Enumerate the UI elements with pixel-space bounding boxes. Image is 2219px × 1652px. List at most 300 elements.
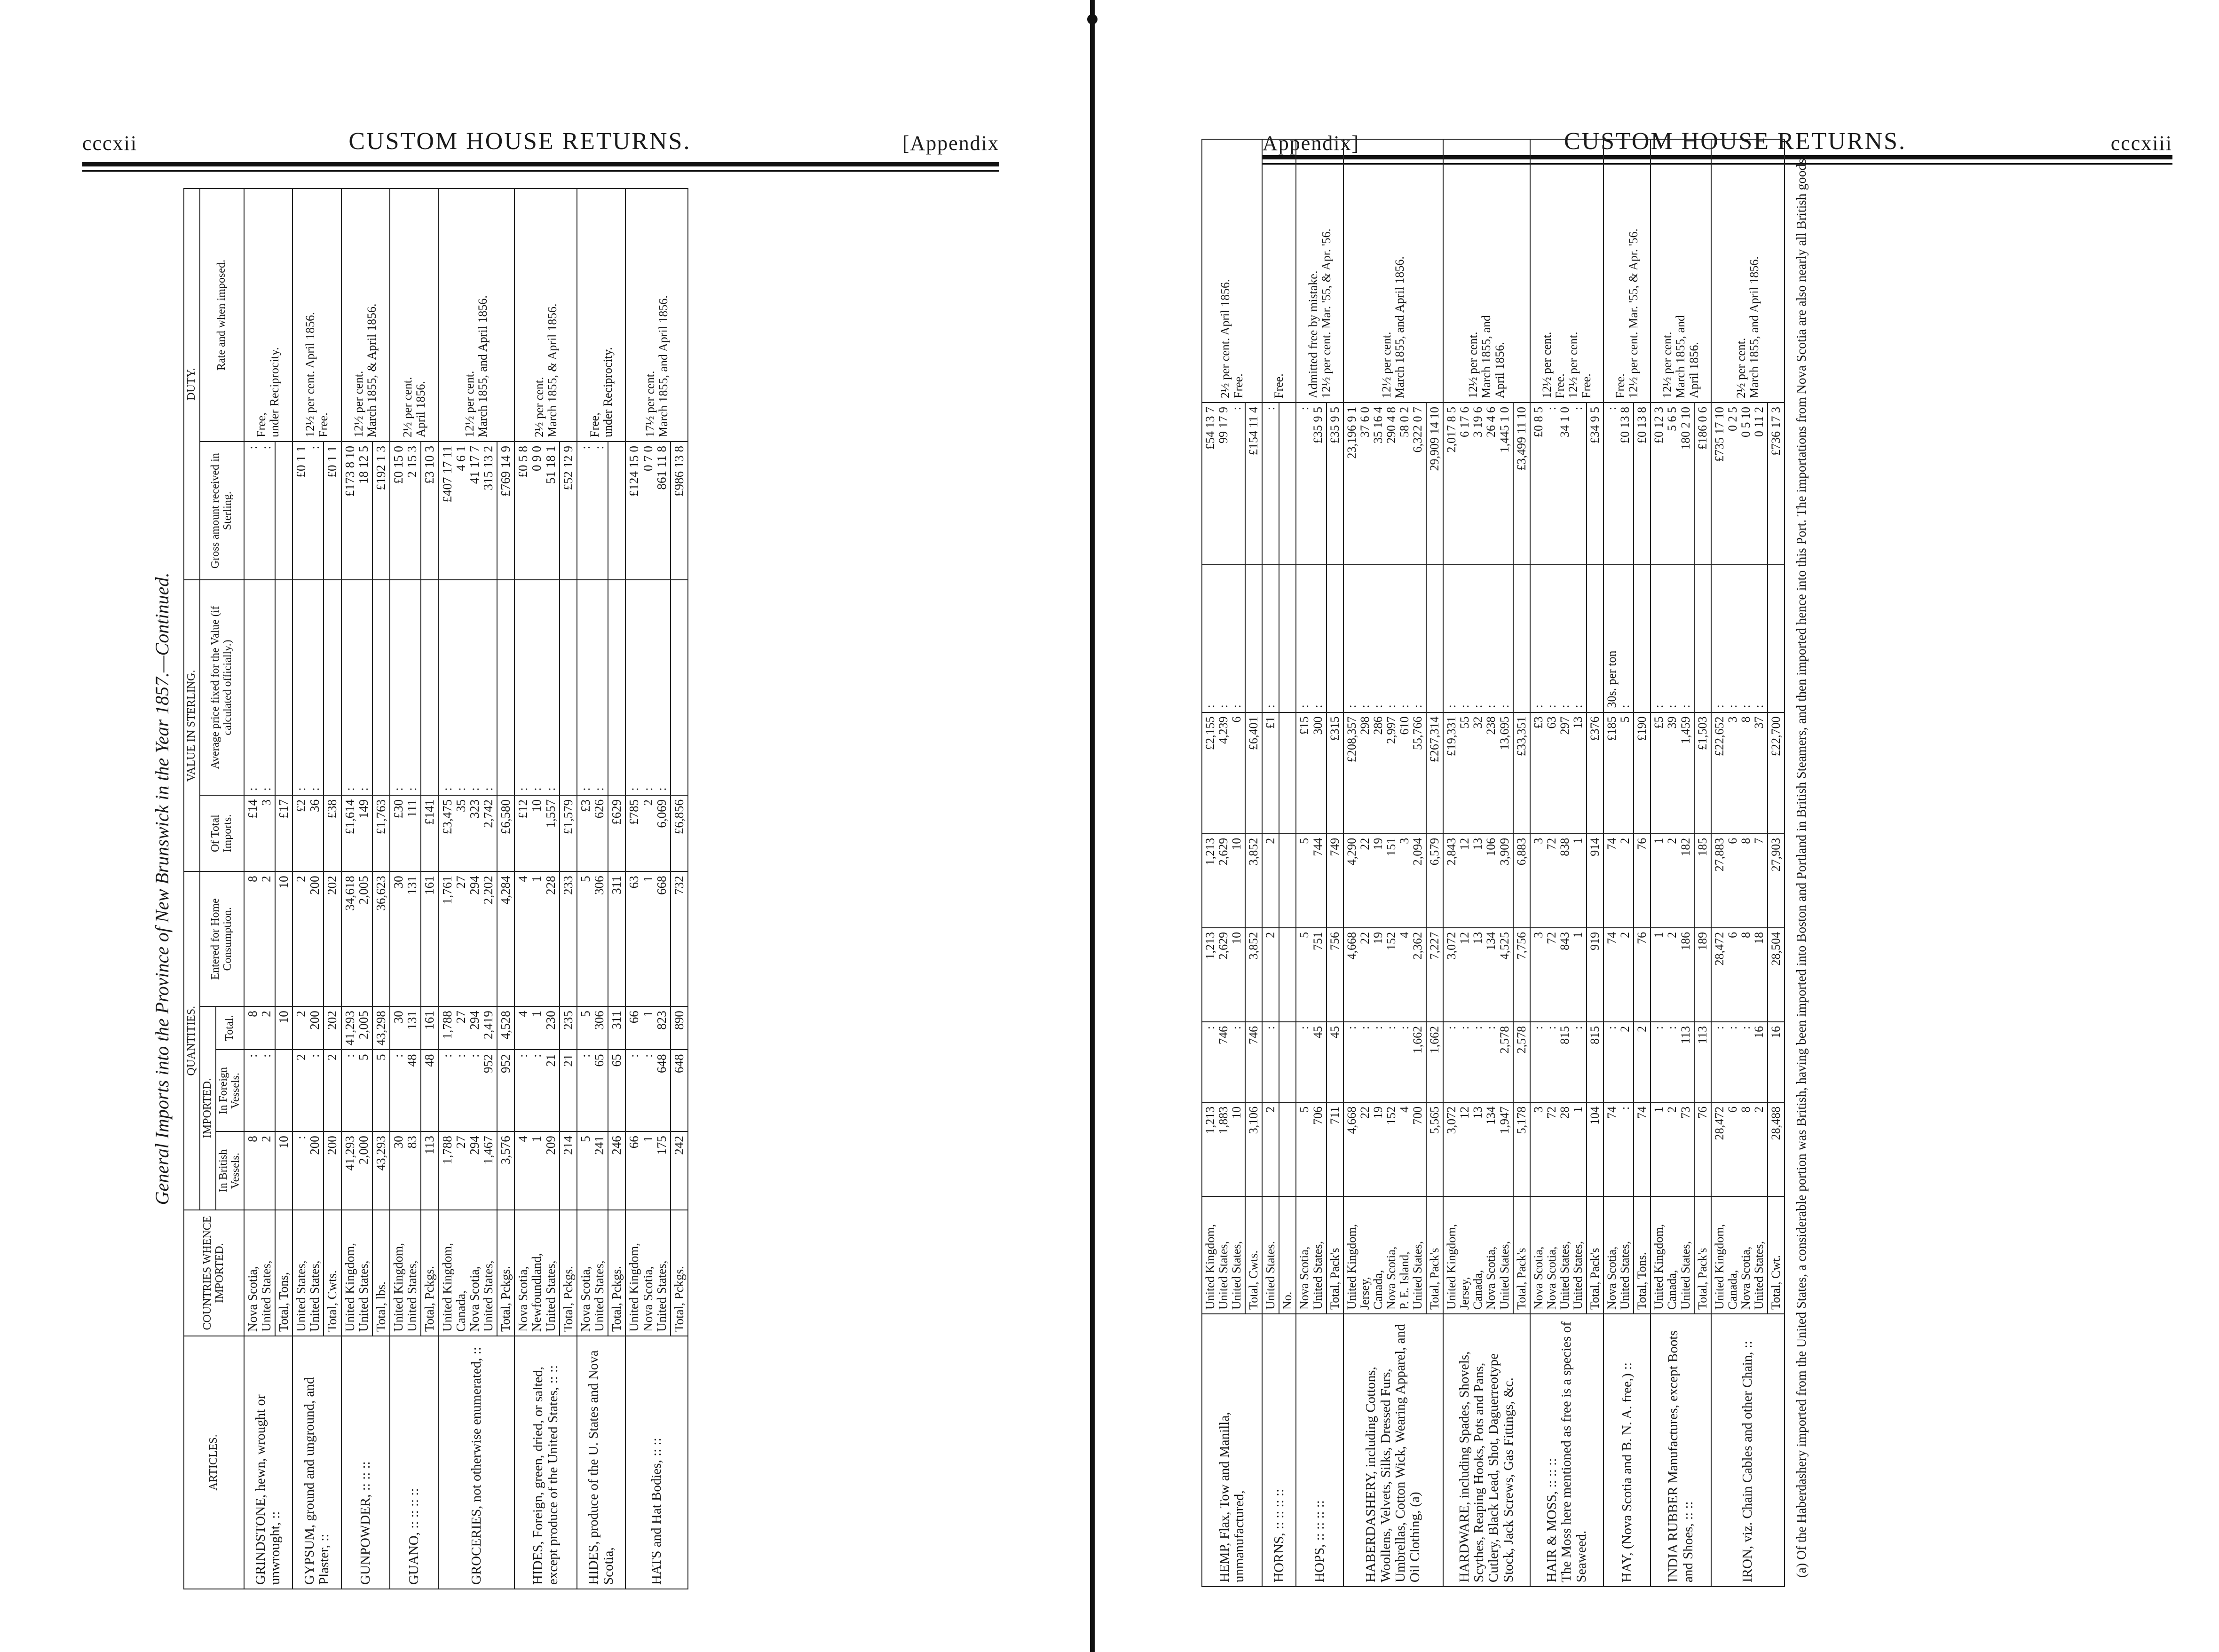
article-cell: HAIR & MOSS, :: :: :: The Moss here mentioned as free is a species of Seaweed.	[1530, 1314, 1603, 1587]
entered-cell: 2 200	[292, 871, 324, 1006]
total-british-cell: 246	[608, 1131, 625, 1210]
total-average-cell	[1426, 565, 1443, 712]
value-cell: £185 5	[1603, 712, 1634, 834]
gross-duty-cell: : :	[244, 442, 275, 580]
table-row	[1262, 139, 1279, 1587]
foreign-vessels-cell: : 48	[390, 1050, 421, 1131]
table-row	[1711, 139, 1768, 1587]
total-foreign-cell	[1279, 1022, 1296, 1102]
british-vessels-cell: 1 2 73	[1650, 1102, 1694, 1196]
foreign-vessels-cell: : : : : 2,578	[1443, 1022, 1513, 1102]
imports-table-continued	[1201, 139, 1785, 1587]
entered-cell: 27,883 6 8 7	[1711, 834, 1768, 928]
total-label-cell: Total, Pckgs.	[560, 1210, 577, 1336]
binding-mark	[1087, 14, 1098, 24]
table-row	[341, 189, 372, 1589]
total-label-cell: Total, Pckgs.	[671, 1210, 688, 1336]
article-cell: GROCERIES, not otherwise enumerated, ::	[439, 1336, 515, 1589]
british-vessels-cell: 5 706	[1296, 1102, 1326, 1196]
table-row	[1603, 139, 1634, 1587]
total-value-cell: £1,503	[1694, 712, 1711, 834]
total-entered-cell: 3,852	[1245, 834, 1262, 928]
gross-duty-cell: £0 8 5 : 34 1 0 :	[1530, 403, 1587, 565]
total-foreign-cell: 815	[1587, 1022, 1603, 1102]
value-cell: £785 2 6,069	[625, 795, 670, 872]
col-imported: IMPORTED.	[200, 1006, 216, 1210]
total-gross-cell: £154 11 4	[1245, 403, 1262, 565]
value-cell: £5 39 1,459	[1650, 712, 1694, 834]
total-entered-cell	[1279, 834, 1296, 928]
article-cell: HEMP, Flax, Tow and Manilla, unmanufactured,	[1202, 1314, 1262, 1587]
total-foreign-cell: 5	[372, 1050, 390, 1131]
total-british-cell: 113	[421, 1131, 438, 1210]
foreign-vessels-cell: : 746 :	[1202, 1022, 1245, 1102]
total-average-cell	[275, 580, 292, 795]
countries-cell: Nova Scotia, United States,	[577, 1210, 608, 1336]
total-average-cell	[1245, 565, 1262, 712]
gross-duty-cell: £124 15 0 0 7 0 861 11 8	[625, 442, 670, 580]
total-average-cell	[560, 580, 577, 795]
total-british-cell: 3,576	[497, 1131, 514, 1210]
total-entered-cell: 36,623	[372, 871, 390, 1006]
total-value-cell: £38	[324, 795, 341, 872]
gross-duty-cell: £407 17 11 4 6 1 41 17 7 315 13 2	[439, 442, 497, 580]
total-british-cell: 242	[671, 1131, 688, 1210]
british-vessels-cell: 41,293 2,000	[341, 1131, 372, 1210]
value-cell: £3 63 297 13	[1530, 712, 1587, 834]
countries-cell: United Kingdom, Jersey, Canada, Nova Scotia, P. E. Island, United States,	[1343, 1196, 1426, 1314]
british-vessels-cell: 30 83	[390, 1131, 421, 1210]
gross-duty-cell: : :	[577, 442, 608, 580]
total-british-cell: 28,488	[1768, 1102, 1785, 1196]
total-average-cell	[1279, 565, 1296, 712]
entered-cell: 3 72 838 1	[1530, 834, 1587, 928]
value-cell: £3 626	[577, 795, 608, 872]
total-foreign-cell: 48	[421, 1050, 438, 1131]
entered-cell: 1,213 2,629 10	[1202, 834, 1245, 928]
col-of-total: Of Total Imports.	[200, 795, 244, 872]
value-cell: £14 3	[244, 795, 275, 872]
table-row	[1202, 139, 1245, 1587]
total-value-cell: £315	[1327, 712, 1343, 834]
table-row	[439, 189, 497, 1589]
total-entered-cell: 4,284	[497, 871, 514, 1006]
total-cell: 2 200	[292, 1006, 324, 1050]
total-total-cell: 756	[1327, 928, 1343, 1022]
average-price-cell: : : : :	[439, 580, 497, 795]
total-value-cell: £629	[608, 795, 625, 872]
total-average-cell	[1694, 565, 1711, 712]
value-cell: £3,475 35 323 2,742	[439, 795, 497, 872]
rate-cell: 17½ per cent. March 1855, and April 1856.	[625, 189, 688, 442]
total-label-cell: Total, Pack's	[1327, 1196, 1343, 1314]
total-cell: 30 131	[390, 1006, 421, 1050]
entered-cell: 4 1 228	[514, 871, 559, 1006]
entered-cell: 74 2	[1603, 834, 1634, 928]
foreign-vessels-cell: : : 648	[625, 1050, 670, 1131]
article-cell: GYPSUM, ground and unground, and Plaster, ::	[292, 1336, 341, 1589]
value-cell: £12 10 1,557	[514, 795, 559, 872]
total-cell: 74 2	[1603, 928, 1634, 1022]
total-label-cell: Total, Pack's	[1513, 1196, 1530, 1314]
total-entered-cell: 749	[1327, 834, 1343, 928]
total-value-cell	[1279, 712, 1296, 834]
rate-cell: Free, under Reciprocity.	[577, 189, 625, 442]
foreign-vessels-cell: : : : 16	[1711, 1022, 1768, 1102]
rate-cell: 12½ per cent. March 1855, and April 1856.	[1650, 139, 1711, 403]
article-cell: IRON, viz. Chain Cables and other Chain, ::	[1711, 1314, 1785, 1587]
total-entered-cell: 202	[324, 871, 341, 1006]
total-entered-cell: 6,883	[1513, 834, 1530, 928]
value-cell: £1,614 149	[341, 795, 372, 872]
average-price-cell: : :	[341, 580, 372, 795]
british-vessels-cell: 5 241	[577, 1131, 608, 1210]
total-gross-cell: £736 17 3	[1768, 403, 1785, 565]
total-gross-cell: £769 14 9	[497, 442, 514, 580]
average-price-cell: : :	[244, 580, 275, 795]
total-entered-cell: 311	[608, 871, 625, 1006]
imports-table	[183, 188, 688, 1589]
average-price-cell: : : :	[1650, 565, 1694, 712]
total-label-cell: Total, Pack's	[1587, 1196, 1603, 1314]
entered-cell: 5 744	[1296, 834, 1326, 928]
foreign-vessels-cell: : 2	[1603, 1022, 1634, 1102]
article-cell: GUNPOWDER, :: :: ::	[341, 1336, 390, 1589]
article-cell: INDIA RUBBER Manufactures, except Boots and Shoes, :: ::	[1650, 1314, 1711, 1587]
entered-cell: 1 2 182	[1650, 834, 1694, 928]
col-articles: ARTICLES.	[184, 1336, 244, 1589]
table-row	[1530, 139, 1587, 1587]
total-gross-cell: 29,909 14 10	[1426, 403, 1443, 565]
col-value-group: VALUE IN STERLING.	[184, 580, 200, 871]
total-entered-cell: 76	[1634, 834, 1650, 928]
total-gross-cell	[275, 442, 292, 580]
total-cell: 41,293 2,005	[341, 1006, 372, 1050]
total-label-cell: Total, Pack's	[1426, 1196, 1443, 1314]
article-cell: HIDES, produce of the U. States and Nova Scotia,	[577, 1336, 625, 1589]
total-average-cell	[372, 580, 390, 795]
total-british-cell: 74	[1634, 1102, 1650, 1196]
total-average-cell	[497, 580, 514, 795]
total-foreign-cell: 65	[608, 1050, 625, 1131]
total-total-cell: 919	[1587, 928, 1603, 1022]
total-foreign-cell: 2	[324, 1050, 341, 1131]
total-cell: 2	[1262, 928, 1279, 1022]
rotated-table-block-right	[1201, 139, 2076, 1587]
total-entered-cell: 185	[1694, 834, 1711, 928]
col-total: Total.	[216, 1006, 244, 1050]
total-total-cell: 4,528	[497, 1006, 514, 1050]
total-foreign-cell: 1,662	[1426, 1022, 1443, 1102]
appendix-label: [Appendix	[902, 132, 999, 155]
table-row	[1443, 139, 1513, 1587]
total-gross-cell: £0 1 1	[324, 442, 341, 580]
total-british-cell: 43,293	[372, 1131, 390, 1210]
total-cell: 1 2 186	[1650, 928, 1694, 1022]
average-price-cell: : : : :	[1711, 565, 1768, 712]
total-total-cell: 7,756	[1513, 928, 1530, 1022]
total-value-cell: £6,856	[671, 795, 688, 872]
total-value-cell: £1,763	[372, 795, 390, 872]
entered-cell: 30 131	[390, 871, 421, 1006]
foreign-vessels-cell: : : 113	[1650, 1022, 1694, 1102]
total-foreign-cell: 648	[671, 1050, 688, 1131]
british-vessels-cell: 74 :	[1603, 1102, 1634, 1196]
total-gross-cell: £186 0 6	[1694, 403, 1711, 565]
value-cell: £15 300	[1296, 712, 1326, 834]
col-countries: COUNTRIES WHENCE IMPORTED.	[184, 1210, 244, 1336]
total-foreign-cell: 21	[560, 1050, 577, 1131]
left-page	[0, 0, 1082, 1652]
british-vessels-cell: : 200	[292, 1131, 324, 1210]
page-title: CUSTOM HOUSE RETURNS.	[1564, 128, 1906, 155]
total-cell: 1,213 2,629 10	[1202, 928, 1245, 1022]
rate-cell: 12½ per cent. March 1855, and April 1856.	[1343, 139, 1444, 403]
total-average-cell	[1587, 565, 1603, 712]
total-value-cell: £6,401	[1245, 712, 1262, 834]
total-cell: 4 1 230	[514, 1006, 559, 1050]
entered-cell: 2	[1262, 834, 1279, 928]
total-value-cell: £1,579	[560, 795, 577, 872]
page-title: CUSTOM HOUSE RETURNS.	[348, 128, 691, 155]
rate-cell: Free, under Reciprocity.	[244, 189, 292, 442]
col-average: Average price fixed for the Value (if calculated officially.)	[200, 580, 244, 795]
value-cell: £30 111	[390, 795, 421, 872]
table-row	[577, 189, 608, 1589]
total-cell: 66 1 823	[625, 1006, 670, 1050]
total-entered-cell: 6,579	[1426, 834, 1443, 928]
value-cell: £2,155 4,239 6	[1202, 712, 1245, 834]
entered-cell: 4,290 22 19 151 3 2,094	[1343, 834, 1426, 928]
countries-cell: United Kingdom, Jersey, Canada, Nova Scotia, United States,	[1443, 1196, 1513, 1314]
total-gross-cell: £35 9 5	[1327, 403, 1343, 565]
col-entered: Entered for Home Consumption.	[200, 871, 244, 1006]
total-gross-cell: £34 9 5	[1587, 403, 1603, 565]
total-total-cell: 189	[1694, 928, 1711, 1022]
total-label-cell: Total, Tons.	[1634, 1196, 1650, 1314]
total-label-cell: Total, Pack's	[1694, 1196, 1711, 1314]
countries-cell: United States, United States,	[292, 1210, 324, 1336]
gross-duty-cell: £0 12 3 5 6 5 180 2 10	[1650, 403, 1694, 565]
average-price-cell: : : :	[1202, 565, 1245, 712]
total-british-cell: 5,178	[1513, 1102, 1530, 1196]
total-gross-cell: £52 12 9	[560, 442, 577, 580]
gross-duty-cell: : £0 13 8	[1603, 403, 1634, 565]
total-total-cell: 28,504	[1768, 928, 1785, 1022]
foreign-vessels-cell: 2 :	[292, 1050, 324, 1131]
total-total-cell: 235	[560, 1006, 577, 1050]
total-total-cell: 76	[1634, 928, 1650, 1022]
total-foreign-cell: 2,578	[1513, 1022, 1530, 1102]
article-cell: HIDES, Foreign, green, dried, or salted, except produce of the United States, :: ::	[514, 1336, 577, 1589]
total-value-cell: £190	[1634, 712, 1650, 834]
total-value-cell: £376	[1587, 712, 1603, 834]
countries-cell: United Kingdom, Nova Scotia, United States,	[625, 1210, 670, 1336]
total-label-cell: Total, lbs.	[372, 1210, 390, 1336]
total-british-cell: 3,106	[1245, 1102, 1262, 1196]
entered-cell: 63 1 668	[625, 871, 670, 1006]
table-row	[514, 189, 559, 1589]
total-average-cell	[1327, 565, 1343, 712]
rate-cell: 12½ per cent. Free. 12½ per cent. Free.	[1530, 139, 1603, 403]
gross-duty-cell: 2,017 8 5 6 17 6 3 19 6 26 4 6 1,445 1 0	[1443, 403, 1513, 565]
rate-cell: Admitted free by mistake. 12½ per cent. Mar. '55, & Apr. '56.	[1296, 139, 1343, 403]
total-cell: 5 751	[1296, 928, 1326, 1022]
rate-cell: Free.	[1262, 139, 1296, 403]
table-caption: General Imports into the Province of New Brunswick in the Year 1857.—Continued.	[151, 572, 173, 1205]
total-foreign-cell: 952	[497, 1050, 514, 1131]
average-price-cell: : : : : :	[1443, 565, 1513, 712]
british-vessels-cell: 3,072 12 13 134 1,947	[1443, 1102, 1513, 1196]
col-duty-group: DUTY.	[184, 189, 200, 580]
table-row	[625, 189, 670, 1589]
value-cell: £19,331 55 32 238 13,695	[1443, 712, 1513, 834]
gross-duty-cell: 23,196 9 1 37 6 0 35 16 4 290 4 8 58 0 2 6,322 0 7	[1343, 403, 1426, 565]
header-rule	[82, 162, 999, 166]
countries-cell: United Kingdom, United States,	[390, 1210, 421, 1336]
value-cell: £2 36	[292, 795, 324, 872]
total-value-cell: £141	[421, 795, 438, 872]
total-foreign-cell	[275, 1050, 292, 1131]
value-cell: £22,652 3 8 37	[1711, 712, 1768, 834]
gross-duty-cell: : £35 9 5	[1296, 403, 1326, 565]
total-value-cell: £33,351	[1513, 712, 1530, 834]
total-label-cell: Total, Cwts.	[1245, 1196, 1262, 1314]
foreign-vessels-cell: : : 815 :	[1530, 1022, 1587, 1102]
total-gross-cell: £3 10 3	[421, 442, 438, 580]
total-total-cell: 7,227	[1426, 928, 1443, 1022]
total-british-cell: 104	[1587, 1102, 1603, 1196]
total-british-cell: 76	[1694, 1102, 1711, 1196]
british-vessels-cell: 8 2	[244, 1131, 275, 1210]
total-total-cell: 890	[671, 1006, 688, 1050]
entered-cell: 5 306	[577, 871, 608, 1006]
total-label-cell: Total, Pckgs.	[497, 1210, 514, 1336]
countries-cell: Nova Scotia, United States,	[1603, 1196, 1634, 1314]
rate-cell: 2½ per cent. April 1856. Free.	[1202, 139, 1262, 403]
average-price-cell: : :	[1296, 565, 1326, 712]
page-header	[82, 113, 999, 155]
gross-duty-cell: £0 15 0 2 15 3	[390, 442, 421, 580]
total-label-cell: Total, Pckgs.	[608, 1210, 625, 1336]
table-row	[1650, 139, 1694, 1587]
countries-cell: United States.	[1262, 1196, 1279, 1314]
total-label-cell: No.	[1279, 1196, 1296, 1314]
total-british-cell: 214	[560, 1131, 577, 1210]
col-rate: Rate and when imposed.	[200, 189, 244, 442]
article-cell: HOPS, :: :: :: ::	[1296, 1314, 1343, 1587]
countries-cell: Nova Scotia, United States,	[1296, 1196, 1326, 1314]
total-average-cell	[1513, 565, 1530, 712]
average-price-cell: : : : : : :	[1343, 565, 1426, 712]
total-gross-cell: £192 1 3	[372, 442, 390, 580]
total-gross-cell	[1279, 403, 1296, 565]
rate-cell: 12½ per cent. April 1856. Free.	[292, 189, 341, 442]
average-price-cell: : :	[292, 580, 324, 795]
col-gross: Gross amount received in Sterling.	[200, 442, 244, 580]
gross-duty-cell: £173 8 10 18 12 5	[341, 442, 372, 580]
article-cell: HORNS, :: :: :: ::	[1262, 1314, 1296, 1587]
foreign-vessels-cell: : 65	[577, 1050, 608, 1131]
table-row	[390, 189, 421, 1589]
article-cell: HATS and Hat Bodies, :: ::	[625, 1336, 688, 1589]
total-average-cell	[608, 580, 625, 795]
countries-cell: Nova Scotia, United States,	[244, 1210, 275, 1336]
entered-cell: 8 2	[244, 871, 275, 1006]
table-row	[1343, 139, 1426, 1587]
total-british-cell	[1279, 1102, 1296, 1196]
total-british-cell: 5,565	[1426, 1102, 1443, 1196]
table-row	[292, 189, 324, 1589]
gross-duty-cell: £0 5 8 0 9 0 51 18 1	[514, 442, 559, 580]
total-foreign-cell: 16	[1768, 1022, 1785, 1102]
total-entered-cell: 10	[275, 871, 292, 1006]
page-number: cccxiii	[2110, 132, 2172, 155]
article-cell: GRINDSTONE, hewn, wrought or unwrought, ::	[244, 1336, 292, 1589]
british-vessels-cell: 66 1 175	[625, 1131, 670, 1210]
rate-cell: 12½ per cent. March 1855, and April 1856.	[439, 189, 515, 442]
countries-cell: United Kingdom, Canada, Nova Scotia, United States,	[1711, 1196, 1768, 1314]
total-label-cell: Total, Tons,	[275, 1210, 292, 1336]
total-label-cell: Total, Cwt.	[1768, 1196, 1785, 1314]
total-label-cell: Total, Pckgs.	[421, 1210, 438, 1336]
rate-cell: 2½ per cent. April 1856.	[390, 189, 438, 442]
total-cell: 1,788 27 294 2,419	[439, 1006, 497, 1050]
foreign-vessels-cell: : : : 952	[439, 1050, 497, 1131]
col-british: In British Vessels.	[216, 1131, 244, 1210]
total-total-cell	[1279, 928, 1296, 1022]
british-vessels-cell: 4 1 209	[514, 1131, 559, 1210]
total-average-cell	[1634, 565, 1650, 712]
rotated-table-block	[141, 188, 1002, 1589]
value-cell: £208,357 298 286 2,997 610 55,766	[1343, 712, 1426, 834]
gross-duty-cell: :	[1262, 403, 1279, 565]
table-body	[244, 189, 688, 1589]
total-gross-cell: £986 13 8	[671, 442, 688, 580]
average-price-cell: : : :	[625, 580, 670, 795]
foreign-vessels-cell: : : 21	[514, 1050, 559, 1131]
countries-cell: United Kingdom, United States, United States,	[1202, 1196, 1245, 1314]
book-gutter	[1090, 0, 1095, 1652]
average-price-cell: : : : :	[1530, 565, 1587, 712]
appendix-label: Appendix]	[1263, 132, 1360, 155]
article-cell: HABERDASHERY, including Cottons, Woollens, Velvets, Silks, Dressed Furs, Umbrellas, Cotton Wick, Wearing Apparel, and Oil Clothing, (a)	[1343, 1314, 1444, 1587]
gross-duty-cell: £54 13 7 99 17 9 :	[1202, 403, 1245, 565]
col-quantities: QUANTITIES.	[184, 871, 200, 1210]
total-average-cell	[671, 580, 688, 795]
total-average-cell	[324, 580, 341, 795]
total-value-cell: £17	[275, 795, 292, 872]
total-value-cell: £22,700	[1768, 712, 1785, 834]
total-entered-cell: 732	[671, 871, 688, 1006]
countries-cell: Nova Scotia, Nova Scotia, United States, United States,	[1530, 1196, 1587, 1314]
countries-cell: United Kingdom, Canada, Nova Scotia, United States,	[439, 1210, 497, 1336]
total-total-cell: 43,298	[372, 1006, 390, 1050]
value-cell: £1	[1262, 712, 1279, 834]
entered-cell: 1,761 27 294 2,202	[439, 871, 497, 1006]
total-foreign-cell: 746	[1245, 1022, 1262, 1102]
average-price-cell: : :	[390, 580, 421, 795]
total-entered-cell: 27,903	[1768, 834, 1785, 928]
total-gross-cell	[608, 442, 625, 580]
article-cell: HARDWARE, including Spades, Shovels, Scythes, Reaping Hooks, Pots and Pans, Cutlery, Black Lead, Shot, Daguerreotype Stock, Jack Screws, Gas Fittings, &c.	[1443, 1314, 1530, 1587]
total-british-cell: 200	[324, 1131, 341, 1210]
total-total-cell: 161	[421, 1006, 438, 1050]
total-gross-cell: £3,499 11 10	[1513, 403, 1530, 565]
page-number: cccxii	[82, 132, 138, 155]
british-vessels-cell: 3 72 28 1	[1530, 1102, 1587, 1196]
total-total-cell: 3,852	[1245, 928, 1262, 1022]
